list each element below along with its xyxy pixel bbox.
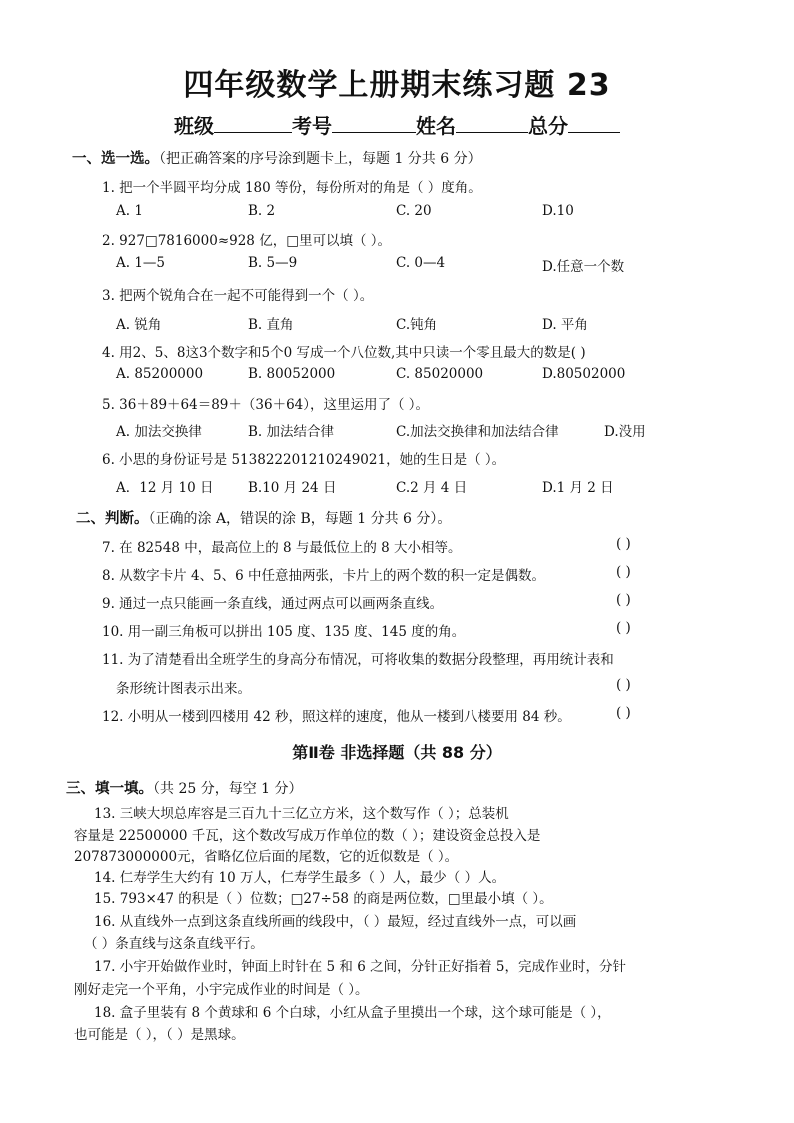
q5-option-d: D.没用	[604, 424, 646, 440]
question-13-line2: 容量是 22500000 千瓦，这个数改写成万作单位的数（ ）；建设资金总投入是	[74, 828, 541, 844]
number-label: 考号	[292, 114, 332, 138]
q1-option-d: D.10	[542, 203, 574, 219]
q2-option-d: D.任意一个数	[542, 259, 625, 275]
question-17-line2: 刚好走完一个平角，小宇完成作业的时间是（ ）。	[74, 982, 369, 998]
q5-option-c: C.加法交换律和加法结合律	[396, 424, 559, 440]
q4-option-a: A. 85200000	[116, 366, 204, 382]
q3-option-b: B. 直角	[248, 317, 294, 333]
q6-option-b: B.10 月 24 日	[248, 480, 337, 496]
question-4: 4. 用2、5、8这3个数字和5个0 写成一个八位数,其中只读一个零且最大的数是( )	[102, 345, 586, 361]
question-15: 15. 793×47 的积是（ ）位数；□27÷58 的商是两位数，□里最小填（ ）。	[94, 891, 553, 907]
q7-answer-paren: ( )	[616, 536, 631, 552]
question-13-line3: 207873000000元，省略亿位后面的尾数，它的近似数是（ ）。	[74, 849, 459, 865]
question-5: 5. 36＋89＋64＝89＋（36＋64），这里运用了（ ）。	[102, 397, 430, 413]
q4-option-d: D.80502000	[542, 366, 626, 382]
section1-heading	[72, 147, 482, 168]
question-3: 3. 把两个锐角合在一起不可能得到一个（ ）。	[102, 288, 374, 304]
part2-title: 第Ⅱ卷 非选择题（共 88 分）	[292, 743, 502, 762]
q11-answer-paren: ( )	[616, 677, 631, 693]
question-18: 18. 盒子里装有 8 个黄球和 6 个白球，小红从盒子里摸出一个球，这个球可能是（ ），	[94, 1005, 611, 1021]
page-title: 四年级数学上册期末练习题 23	[183, 68, 611, 103]
question-16-line2: （ ）条直线与这条直线平行。	[84, 936, 264, 952]
question-11-cont: 条形统计图表示出来。	[116, 681, 251, 697]
section3-heading-text: 三、填一填。	[66, 781, 153, 797]
q6-option-a: A．12 月 10 日	[116, 480, 214, 496]
question-8: 8. 从数字卡片 4、5、6 中任意抽两张，卡片上的两个数的积一定是偶数。	[102, 568, 546, 584]
q2-option-c: C. 0—4	[396, 255, 446, 271]
q5-option-b: B. 加法结合律	[248, 424, 335, 440]
question-2: 2. 927□7816000≈928 亿，□里可以填（ ）。	[102, 233, 391, 249]
number-blank	[332, 114, 416, 133]
question-7: 7. 在 82548 中，最高位上的 8 与最低位上的 8 大小相等。	[102, 540, 462, 556]
question-11: 11. 为了清楚看出全班学生的身高分布情况，可将收集的数据分段整理，再用统计表和	[102, 652, 614, 668]
q8-answer-paren: ( )	[616, 564, 631, 580]
q1-option-c: C. 20	[396, 203, 432, 219]
q2-option-a: A. 1—5	[116, 255, 166, 271]
q3-option-d: D. 平角	[542, 317, 588, 333]
q4-option-b: B. 80052000	[248, 366, 336, 382]
section1-heading-text: 一、选一选。	[72, 151, 159, 167]
question-10: 10. 用一副三角板可以拼出 105 度、135 度、145 度的角。	[102, 624, 466, 640]
question-16: 16. 从直线外一点到这条直线所画的线段中，（ ）最短，经过直线外一点，可以画	[94, 914, 577, 930]
question-17: 17. 小宇开始做作业时，钟面上时针在 5 和 6 之间，分针正好指着 5，完成作业时，分针	[94, 959, 626, 975]
q1-option-a: A. 1	[116, 203, 143, 219]
section2-heading	[76, 507, 451, 528]
class-label: 班级	[174, 114, 214, 138]
question-9: 9. 通过一点只能画一条直线，通过两点可以画两条直线。	[102, 596, 444, 612]
q10-answer-paren: ( )	[616, 620, 631, 636]
name-label: 姓名	[416, 114, 456, 138]
q6-option-d: D.1 月 2 日	[542, 480, 614, 496]
q3-option-c: C.钝角	[396, 317, 438, 333]
q4-option-c: C. 85020000	[396, 366, 484, 382]
section3-heading	[66, 777, 303, 798]
q2-option-b: B. 5—9	[248, 255, 298, 271]
section2-note: （正确的涂 A，错误的涂 B，每题 1 分共 6 分）。	[148, 511, 452, 527]
question-18-line2: 也可能是（ ），（ ）是黑球。	[74, 1027, 245, 1043]
question-13: 13. 三峡大坝总库容是三百九十三亿立方米，这个数写作（ ）；总装机	[94, 806, 509, 822]
q5-option-a: A. 加法交换律	[116, 424, 202, 440]
q12-answer-paren: ( )	[616, 705, 631, 721]
score-blank	[568, 114, 620, 133]
question-14: 14. 仁寿学生大约有 10 万人，仁寿学生最多（ ）人，最少（ ）人。	[94, 870, 506, 886]
section3-note: （共 25 分，每空 1 分）	[153, 781, 303, 797]
score-label: 总分	[528, 114, 568, 138]
q1-option-b: B. 2	[248, 203, 276, 219]
student-info-row	[0, 110, 794, 139]
class-blank	[214, 114, 292, 133]
question-12: 12. 小明从一楼到四楼用 42 秒，照这样的速度，他从一楼到八楼要用 84 秒。	[102, 709, 571, 725]
section1-note: （把正确答案的序号涂到题卡上，每题 1 分共 6 分）	[159, 151, 482, 167]
q6-option-c: C.2 月 4 日	[396, 480, 468, 496]
section2-heading-text: 二、判断。	[76, 511, 149, 527]
question-6: 6. 小思的身份证号是 513822201210249021，她的生日是（ ）。	[102, 452, 506, 468]
q3-option-a: A. 锐角	[116, 317, 162, 333]
question-1: 1. 把一个半圆平均分成 180 等份，每份所对的角是（ ）度角。	[102, 180, 482, 196]
name-blank	[456, 114, 528, 133]
q9-answer-paren: ( )	[616, 592, 631, 608]
